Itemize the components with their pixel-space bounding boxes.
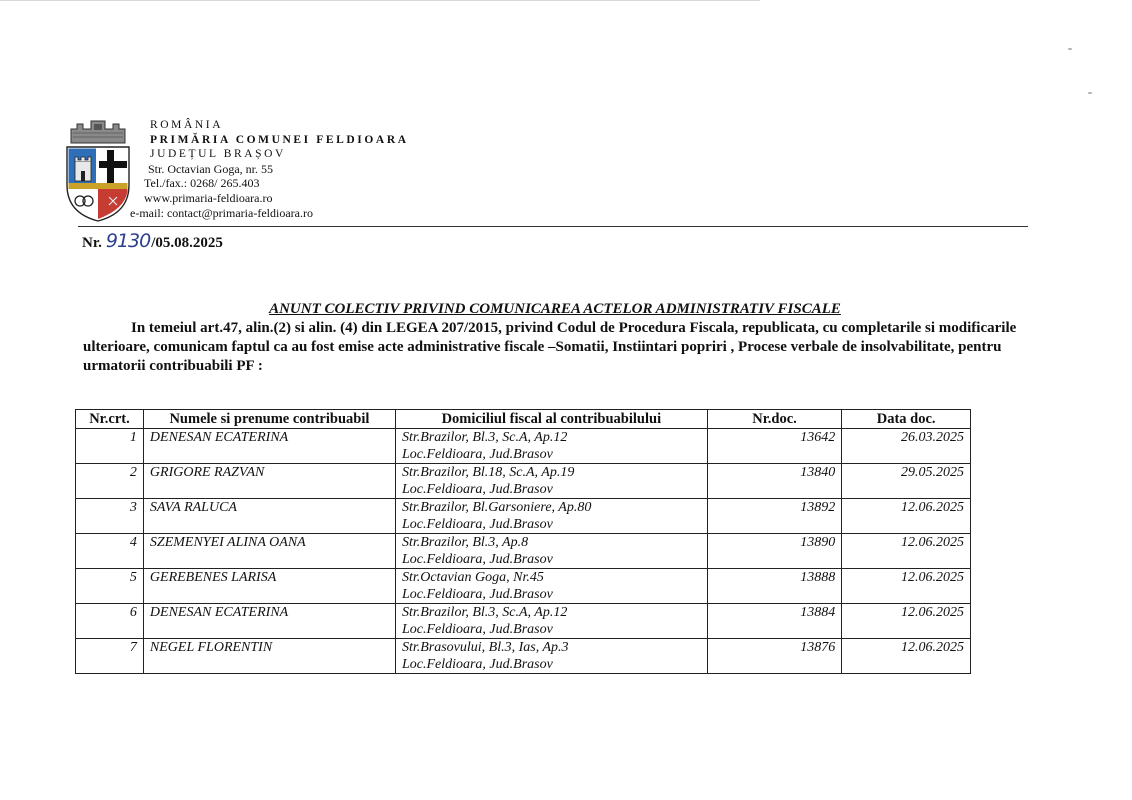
column-header-name: Numele si prenume contribuabil [143, 410, 395, 429]
cell-doc-date: 26.03.2025 [842, 429, 971, 464]
table-header-row [76, 410, 971, 429]
scan-speck [1088, 92, 1092, 94]
cell-doc-number: 13884 [707, 604, 842, 639]
table-row [76, 569, 971, 604]
cell-name: SZEMENYEI ALINA OANA [143, 534, 395, 569]
contact-email: e-mail: contact@primaria-feldioara.ro [130, 205, 313, 220]
table-row [76, 604, 971, 639]
address-locality: Loc.Feldioara, Jud.Brasov [401, 447, 553, 462]
header-divider [78, 226, 1028, 227]
address-street: Str.Octavian Goga, Nr.45 [401, 570, 544, 585]
county-name: JUDEȚUL BRAȘOV [150, 148, 286, 161]
country-name: ROMÂNIA [150, 119, 224, 131]
address-street: Str.Brazilor, Bl.3, Sc.A, Ap.12 [401, 430, 568, 445]
scan-edge-line [0, 0, 760, 1]
cell-address [395, 534, 707, 569]
cell-doc-date: 12.06.2025 [842, 499, 971, 534]
institution-header [130, 118, 409, 220]
column-header-doc-number: Nr.doc. [707, 410, 842, 429]
address-locality: Loc.Feldioara, Jud.Brasov [401, 587, 553, 602]
cell-name: GRIGORE RAZVAN [143, 464, 395, 499]
cell-name: SAVA RALUCA [143, 499, 395, 534]
cell-doc-date: 12.06.2025 [842, 639, 971, 674]
cell-doc-number: 13890 [707, 534, 842, 569]
address-locality: Loc.Feldioara, Jud.Brasov [401, 622, 553, 637]
registration-prefix: Nr. [82, 235, 102, 251]
document-title: ANUNT COLECTIV PRIVIND COMUNICAREA ACTELOR ADMINISTRATIV FISCALE [269, 301, 841, 317]
table-row [76, 429, 971, 464]
cell-name: DENESAN ECATERINA [143, 429, 395, 464]
cell-address [395, 499, 707, 534]
cell-address [395, 639, 707, 674]
address-street: Str.Brasovului, Bl.3, Ias, Ap.3 [401, 640, 569, 655]
intro-paragraph: In temeiul art.47, alin.(2) si alin. (4) din LEGEA 207/2015, privind Codul de Procedura Fiscala, republicata, cu completarile si modificarile ulterioare, comunicam faptul ca au fost emise acte administrative fiscale –Somatii, Instiintari popriri , Procese verbale de insolvabilitate, pentru urmatorii contribuabili PF : [83, 320, 1017, 374]
table-row [76, 534, 971, 569]
registration-date: /05.08.2025 [151, 235, 223, 251]
cell-address [395, 429, 707, 464]
table-row [76, 499, 971, 534]
cell-doc-date: 12.06.2025 [842, 534, 971, 569]
cell-nr: 4 [76, 534, 144, 569]
scan-speck [1068, 48, 1072, 50]
cell-doc-number: 13876 [707, 639, 842, 674]
cell-nr: 5 [76, 569, 144, 604]
cell-doc-date: 12.06.2025 [842, 569, 971, 604]
website: www.primaria-feldioara.ro [144, 190, 273, 205]
column-header-address: Domiciliul fiscal al contribuabilului [395, 410, 707, 429]
cell-nr: 6 [76, 604, 144, 639]
cell-name: DENESAN ECATERINA [143, 604, 395, 639]
table-row [76, 639, 971, 674]
cell-address [395, 569, 707, 604]
cell-doc-number: 13840 [707, 464, 842, 499]
cell-nr: 7 [76, 639, 144, 674]
column-header-nr: Nr.crt. [76, 410, 144, 429]
handwritten-number: 9130 [105, 230, 151, 252]
cell-nr: 3 [76, 499, 144, 534]
address-street: Str.Brazilor, Bl.3, Ap.8 [401, 535, 529, 550]
address-locality: Loc.Feldioara, Jud.Brasov [401, 517, 553, 532]
cell-address [395, 604, 707, 639]
cell-doc-number: 13642 [707, 429, 842, 464]
street-address: Str. Octavian Goga, nr. 55 [148, 161, 273, 176]
address-locality: Loc.Feldioara, Jud.Brasov [401, 552, 553, 567]
table-row [76, 464, 971, 499]
cell-doc-number: 13892 [707, 499, 842, 534]
cell-doc-number: 13888 [707, 569, 842, 604]
cell-nr: 1 [76, 429, 144, 464]
coat-of-arms-crest [63, 117, 133, 223]
taxpayers-table [75, 409, 971, 674]
phone-fax: Tel./fax.: 0268/ 265.403 [144, 176, 260, 191]
cell-name: GEREBENES LARISA [143, 569, 395, 604]
address-street: Str.Brazilor, Bl.Garsoniere, Ap.80 [401, 500, 592, 515]
column-header-doc-date: Data doc. [842, 410, 971, 429]
address-street: Str.Brazilor, Bl.18, Sc.A, Ap.19 [401, 465, 575, 480]
address-locality: Loc.Feldioara, Jud.Brasov [401, 482, 553, 497]
cell-name: NEGEL FLORENTIN [143, 639, 395, 674]
address-locality: Loc.Feldioara, Jud.Brasov [401, 657, 553, 672]
cell-doc-date: 29.05.2025 [842, 464, 971, 499]
cell-address [395, 464, 707, 499]
cell-nr: 2 [76, 464, 144, 499]
registration-number [82, 230, 223, 252]
cell-doc-date: 12.06.2025 [842, 604, 971, 639]
institution-name: PRIMĂRIA COMUNEI FELDIOARA [150, 133, 409, 146]
address-street: Str.Brazilor, Bl.3, Sc.A, Ap.12 [401, 605, 568, 620]
